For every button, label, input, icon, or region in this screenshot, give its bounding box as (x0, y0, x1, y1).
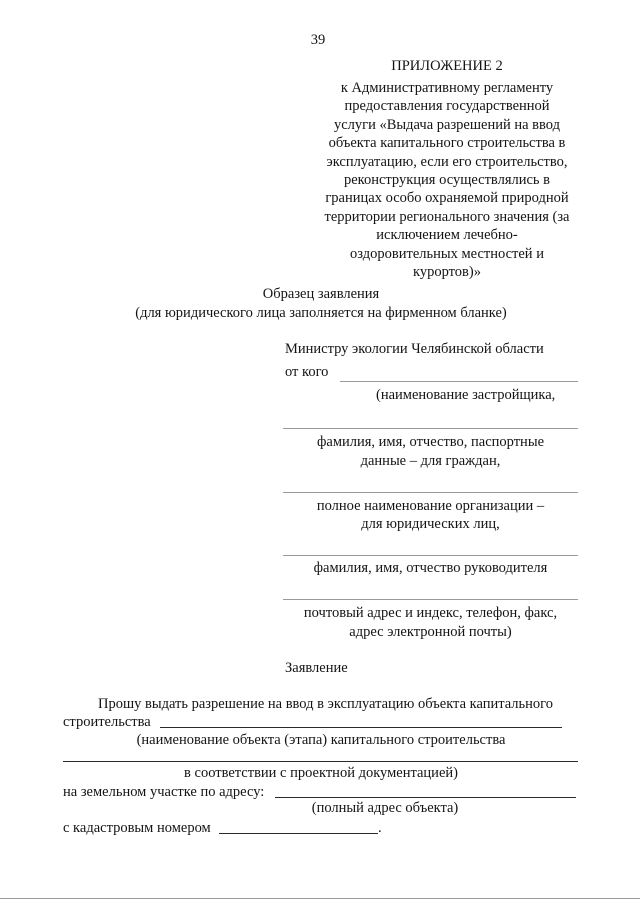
statement-request-line: Прошу выдать разрешение на ввод в эксплуатацию объекта капитального (98, 696, 553, 712)
caption-org-line-2: для юридических лиц, (361, 516, 500, 532)
head-blank-line (283, 599, 578, 600)
appendix-line: предоставления государственной (344, 98, 550, 115)
caption-citizen-line-2: данные – для граждан, (360, 453, 501, 469)
caption-head: фамилия, имя, отчество руководителя (313, 560, 548, 576)
caption-org-line-1: полное наименование организации – (316, 498, 545, 514)
addressee-to: Министру экологии Челябинской области (285, 341, 544, 357)
object-name-blank-line (160, 727, 562, 728)
caption-object: (наименование объекта (этапа) капитального строительства (136, 732, 506, 748)
sample-subtitle: (для юридического лица заполняется на фирменном бланке) (135, 305, 507, 321)
cadastral-end: . (378, 820, 382, 836)
appendix-line: эксплуатацию, если его строительство, (326, 153, 568, 170)
statement-title: Заявление (285, 660, 348, 676)
appendix-line: границах особо охраняемой природной (325, 190, 569, 207)
cadastral-blank-line (219, 833, 378, 834)
appendix-line: услуги «Выдача разрешений на ввод (334, 116, 560, 133)
appendix-line: к Административному регламенту (340, 80, 554, 96)
citizen-blank-line (283, 492, 578, 493)
sample-title: Образец заявления (262, 286, 380, 302)
appendix-line: реконструкция осуществлялись в (343, 172, 551, 189)
address-label: на земельном участке по адресу: (63, 784, 265, 800)
page-bottom-edge (0, 898, 640, 899)
appendix-line: оздоровительных местностей и (350, 245, 544, 262)
caption-developer: (наименование застройщика, (376, 387, 556, 403)
appendix-line: территории регионального значения (за (324, 208, 570, 225)
from-blank-line (340, 381, 578, 382)
caption-citizen-line-1: фамилия, имя, отчество, паспортные (316, 434, 544, 450)
appendix-title: ПРИЛОЖЕНИЕ 2 (391, 58, 503, 74)
construction-label: строительства (63, 714, 151, 730)
appendix-description (312, 79, 582, 281)
addressee-from-label: от кого (285, 364, 329, 380)
caption-address: (полный адрес объекта) (311, 800, 459, 816)
appendix-line: курортов)» (413, 264, 481, 281)
caption-contacts-line-1: почтовый адрес и индекс, телефон, факс, (303, 605, 558, 621)
appendix-line: исключением лечебно- (376, 227, 518, 244)
org-blank-line (283, 555, 578, 556)
caption-project: в соответствии с проектной документацией) (184, 765, 458, 781)
cadastral-label: с кадастровым номером (63, 820, 211, 836)
developer-blank-line (283, 428, 578, 429)
address-blank-line (275, 797, 576, 798)
appendix-line: объекта капитального строительства в (328, 135, 566, 152)
caption-contacts-line-2: адрес электронной почты) (349, 624, 512, 640)
page-number: 39 (310, 32, 326, 48)
object-name-continuation-line (63, 761, 578, 762)
